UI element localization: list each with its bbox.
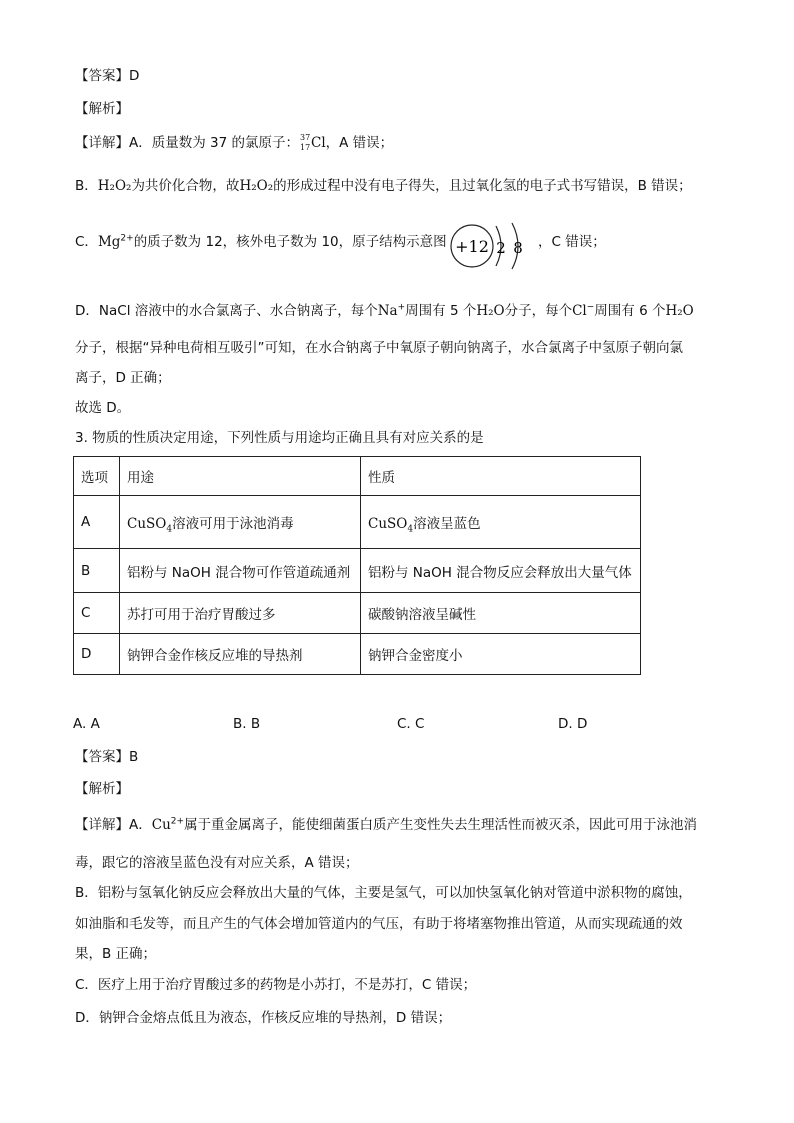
table-row bbox=[74, 634, 641, 675]
choice-b[interactable]: B. B bbox=[233, 716, 261, 732]
detail-line-c bbox=[75, 232, 447, 252]
detail2-line-d: D．钠钾合金熔点低且为液态，作核反应堆的导热剂，D 错误； bbox=[75, 1010, 452, 1026]
answer-label: 【答案】 bbox=[75, 749, 129, 765]
text: 的形成过程中没有电子得失，且过氧化氢的电子式书写错误，B 错误； bbox=[273, 178, 692, 194]
table-row bbox=[74, 496, 641, 549]
row-property: 铝粉与 NaOH 混合物反应会释放出大量气体 bbox=[361, 549, 641, 593]
detail-line-d-3: 离子，D 正确； bbox=[75, 370, 171, 386]
text: 周围有 6 个 bbox=[594, 303, 666, 319]
isotope-symbol: Cl bbox=[311, 135, 326, 151]
options-table bbox=[73, 456, 641, 675]
ion-cu: Cu bbox=[151, 817, 171, 833]
answer-value: B bbox=[129, 749, 139, 765]
row-use bbox=[120, 496, 361, 549]
text: 的质子数为 12，核外电子数为 10，原子结构示意图 bbox=[133, 234, 447, 250]
choice-c[interactable]: C. C bbox=[397, 716, 425, 732]
row-option: C bbox=[74, 593, 120, 634]
choice-a[interactable]: A. A bbox=[73, 716, 100, 732]
text: 为共价化合物，故 bbox=[131, 178, 240, 194]
formula-h2o2: H₂O₂ bbox=[97, 178, 132, 194]
question-3-stem: 3. 物质的性质决定用途，下列性质与用途均正确且具有对应关系的是 bbox=[75, 430, 484, 446]
detail-line-a bbox=[75, 133, 393, 153]
row-option: D bbox=[74, 634, 120, 675]
analysis-heading-1: 【解析】 bbox=[75, 101, 129, 117]
answer-label: 【答案】 bbox=[75, 68, 129, 84]
text: D．NaCl 溶液中的水合氯离子、水合钠离子，每个 bbox=[75, 303, 378, 319]
detail2-line-b1: B．铝粉与氢氧化钠反应会释放出大量的气体，主要是氢气，可以加快氢氧化钠对管道中淤积物的腐蚀， bbox=[75, 885, 692, 901]
table-row bbox=[74, 593, 641, 634]
detail-a-prefix: 【详解】A．质量数为 37 的氯原子： bbox=[75, 135, 299, 151]
detail2-line-b2: 如油脂和毛发等，而且产生的气体会增加管道内的气压，有助于将堵塞物推出管道，从而实现疏通的效 bbox=[75, 916, 683, 932]
ion-mg: Mg bbox=[97, 234, 121, 250]
formula-cuso4: CuSO bbox=[127, 516, 167, 532]
row-use: 钠钾合金作核反应堆的导热剂 bbox=[120, 634, 361, 675]
row-use: 铝粉与 NaOH 混合物可作管道疏通剂 bbox=[120, 549, 361, 593]
subscript: 4 bbox=[407, 524, 414, 535]
row-option: B bbox=[74, 549, 120, 593]
header-property: 性质 bbox=[361, 457, 641, 496]
atomic-structure-diagram bbox=[448, 220, 538, 272]
text: 【详解】A． bbox=[75, 817, 152, 833]
conclusion-1: 故选 D。 bbox=[75, 400, 131, 416]
text: B． bbox=[75, 178, 98, 194]
ion-na: Na bbox=[377, 303, 398, 319]
shell-2-electrons: 8 bbox=[513, 239, 523, 257]
detail-a-suffix: ，A 错误； bbox=[325, 135, 394, 151]
formula-cuso4: CuSO bbox=[368, 516, 408, 532]
ion-charge: + bbox=[397, 302, 406, 313]
subscript: 4 bbox=[166, 524, 173, 535]
text: 溶液呈蓝色 bbox=[413, 516, 481, 532]
table-header-row bbox=[74, 457, 641, 496]
text: 溶液可用于泳池消毒 bbox=[172, 516, 294, 532]
answer-line-2 bbox=[75, 747, 138, 767]
detail-line-d-2: 分子，根据“异种电荷相互吸引”可知，在水合钠离子中氧原子朝向钠离子，水合氯离子中氢原子朝向氯 bbox=[75, 340, 683, 356]
analysis-heading-2: 【解析】 bbox=[75, 781, 129, 797]
choice-d[interactable]: D. D bbox=[558, 716, 588, 732]
isotope-mass: 37 bbox=[300, 133, 311, 142]
isotope-atomic-number: 17 bbox=[300, 143, 311, 152]
text: 周围有 5 个 bbox=[405, 303, 477, 319]
table-row bbox=[74, 549, 641, 593]
detail2-line-a2: 毒，跟它的溶液呈蓝色没有对应关系，A 错误； bbox=[75, 855, 359, 871]
text: 属于重金属离子，能使细菌蛋白质产生变性失去生理活性而被灭杀，因此可用于泳池消 bbox=[184, 817, 698, 833]
ion-charge: 2+ bbox=[170, 816, 185, 827]
nucleus-charge: +12 bbox=[455, 237, 489, 256]
formula-h2o: H₂O bbox=[476, 303, 505, 319]
header-option: 选项 bbox=[74, 457, 120, 496]
text: 分子，每个 bbox=[504, 303, 573, 319]
header-use: 用途 bbox=[120, 457, 361, 496]
row-use: 苏打可用于治疗胃酸过多 bbox=[120, 593, 361, 634]
detail-line-b bbox=[75, 176, 692, 196]
answer-value: D bbox=[129, 68, 140, 84]
detail2-line-a1 bbox=[75, 815, 697, 835]
detail-line-c-suffix: ，C 错误； bbox=[538, 234, 606, 250]
answer-line-1 bbox=[75, 66, 139, 86]
atom-diagram-svg bbox=[448, 220, 538, 272]
detail2-line-b3: 果，B 正确； bbox=[75, 946, 157, 962]
ion-cl: Cl bbox=[572, 303, 587, 319]
row-property: 钠钾合金密度小 bbox=[361, 634, 641, 675]
ion-charge: − bbox=[586, 302, 595, 313]
detail-line-d bbox=[75, 301, 694, 321]
text: C． bbox=[75, 234, 98, 250]
row-property bbox=[361, 496, 641, 549]
shell-1-electrons: 2 bbox=[496, 239, 506, 257]
chlorine-isotope bbox=[299, 133, 311, 153]
formula-h2o2: H₂O₂ bbox=[239, 178, 274, 194]
detail2-line-c: C．医疗上用于治疗胃酸过多的药物是小苏打，不是苏打，C 错误； bbox=[75, 977, 477, 993]
formula-h2o: H₂O bbox=[665, 303, 694, 319]
ion-charge: 2+ bbox=[120, 233, 134, 244]
row-property: 碳酸钠溶液呈碱性 bbox=[361, 593, 641, 634]
row-option: A bbox=[74, 496, 120, 549]
